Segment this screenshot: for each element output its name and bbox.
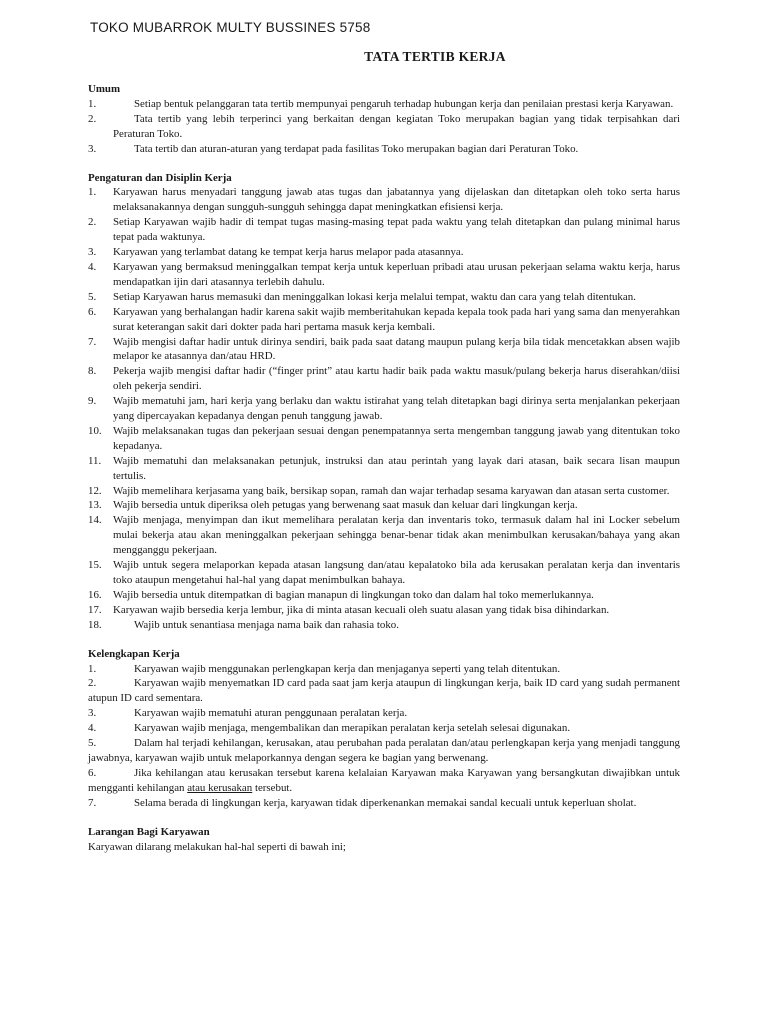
list-item: 4. Karyawan wajib menjaga, mengembalikan dan merapikan peralatan kerja setelah selesai digunakan. [88,722,571,735]
list-item: 1. Karyawan wajib menggunakan perlengkapan kerja dan menjaganya seperti yang telah ditentukan. [88,662,561,675]
section-title-umum: Umum [88,83,121,95]
list-item: 2. Tata tertib yang lebih terperinci yang berkaitan dengan kegiatan Toko merupakan bagian yang tidak terpisahkan dari Peraturan Toko. [88,112,680,140]
list-item: 14. Wajib menjaga, menyimpan dan ikut memelihara peralatan kerja dan inventaris toko, termasuk dalam hal ini Locker sebelum mulai bekerja atau akan meninggalkan pekerjaan sehingga benar-benar tidak akan menimbulkan kerusakan/bahaya yang akan mengganggu pekerjaan. [88,514,680,557]
list-kelengkapan [88,662,680,811]
list-item: 5. Setiap Karyawan harus memasuki dan meninggalkan lokasi kerja melalui tempat, waktu dan cara yang telah ditentukan. [88,290,636,303]
underlined-text: atau kerusakan [187,781,253,794]
list-item: 3. Karyawan wajib mematuhi aturan penggunaan peralatan kerja. [88,707,408,720]
list-item: 6. Jika kehilangan atau kerusakan tersebut karena kelalaian Karyawan maka Karyawan yang bersangkutan diwajibkan untuk mengganti kehilangan atau kerusakan tersebut. [88,766,680,794]
section-title-disiplin: Pengaturan dan Disiplin Kerja [88,171,232,184]
store-name: TOKO MUBARROK MULTY BUSSINES 5758 [90,20,371,35]
list-disiplin [88,185,680,632]
section-title-larangan: Larangan Bagi Karyawan [88,825,210,838]
list-item: 18. Wajib untuk senantiasa menjaga nama baik dan rahasia toko. [88,618,399,631]
list-item: 4. Karyawan yang bermaksud meninggalkan tempat kerja untuk keperluan pribadi atau urusan pekerjaan selama waktu kerja, harus mendapatkan ijin dari atasannya terlebih dahulu. [88,260,680,288]
larangan-intro: Karyawan dilarang melakukan hal-hal seperti di bawah ini; [88,840,346,853]
list-item: 7. Wajib mengisi daftar hadir untuk dirinya sendiri, baik pada saat datang maupun pulang kerja bila tidak mencetakkan absen wajib melapor ke atasannya dan/atau HRD. [88,335,680,363]
list-item: 13. Wajib bersedia untuk diperiksa oleh petugas yang berwenang saat masuk dan keluar dari lingkungan kerja. [88,499,578,512]
list-item: 1. Setiap bentuk pelanggaran tata tertib mempunyai pengaruh terhadap hubungan kerja dan penilaian prestasi kerja Karyawan. [88,97,674,110]
list-item: 16. Wajib bersedia untuk ditempatkan di bagian manapun di lingkungan toko dan dalam hal toko memerlukannya. [88,588,594,601]
list-item: 7. Selama berada di lingkungan kerja, karyawan tidak diperkenankan memakai sandal kecuali untuk keperluan sholat. [88,796,637,809]
list-item: 8. Pekerja wajib mengisi daftar hadir (“finger print” atau kartu hadir baik pada waktu masuk/pulang bekerja harus diserahkan/diisi oleh pekerja sendiri. [88,365,680,393]
list-item: 3. Tata tertib dan aturan-aturan yang terdapat pada fasilitas Toko merupakan bagian dari Peraturan Toko. [88,142,579,155]
page-title: TATA TERTIB KERJA [364,49,506,64]
list-item: 17. Karyawan wajib bersedia kerja lembur, jika di minta atasan kecuali oleh suatu alasan yang tidak bisa dihindarkan. [88,603,610,616]
list-item: 3. Karyawan yang terlambat datang ke tempat kerja harus melapor pada atasannya. [88,246,464,259]
list-item: 15. Wajib untuk segera melaporkan kepada atasan langsung dan/atau kepalatoko bila ada kerusakan peralatan kerja dan inventaris toko ataupun mengetahui hal-hal yang dapat menimbulkan bahaya. [88,559,680,586]
list-item: 5. Dalam hal terjadi kehilangan, kerusakan, atau perubahan pada peralatan dan/atau perlengkapan kerja yang menjadi tanggung jawabnya, karyawan wajib untuk melaporkannya dengan segera ke bagian yang berwenang. [88,737,680,764]
list-item: 11. Wajib mematuhi dan melaksanakan petunjuk, instruksi dan atau perintah yang layak dari atasan, baik secara lisan maupun tertulis. [88,454,680,482]
section-title-kelengkapan: Kelengkapan Kerja [88,647,180,660]
list-item: 2. Karyawan wajib menyematkan ID card pada saat jam kerja ataupun di lingkungan kerja, baik ID card yang sudah permanent atupun ID card sementara. [88,677,680,705]
list-item: 10. Wajib melaksanakan tugas dan pekerjaan sesuai dengan penempatannya serta mengemban tanggung jawab yang ditentukan toko kepadanya. [88,424,680,452]
document-body [88,82,680,854]
list-item: 12. Wajib memelihara kerjasama yang baik, bersikap sopan, ramah dan wajar terhadap sesama karyawan dan atasan serta customer. [88,484,670,497]
list-item: 1. Karyawan harus menyadari tanggung jawab atas tugas dan jabatannya yang dijelaskan dan ditetapkan oleh toko serta harus melaksanakannya dengan sungguh-sungguh sehingga dapat meningkatkan efisiensi kerja. [88,186,680,214]
list-umum [88,97,680,157]
list-item: 6. Karyawan yang berhalangan hadir karena sakit wajib memberitahukan kepada kepala took pada hari yang sama dan menyerahkan surat keterangan sakit dari dokter pada hari pertama masuk kerja kembali. [88,305,680,333]
list-item: 9. Wajib mematuhi jam, hari kerja yang berlaku dan waktu istirahat yang telah ditetapkan bagi dirinya serta menjalankan pekerjaan yang dipercayakan kepadanya dengan penuh tanggung jawab. [88,395,680,423]
list-item: 2. Setiap Karyawan wajib hadir di tempat tugas masing-masing tepat pada waktu yang telah ditetapkan dan pulang minimal harus tepat pada waktunya. [88,216,680,244]
